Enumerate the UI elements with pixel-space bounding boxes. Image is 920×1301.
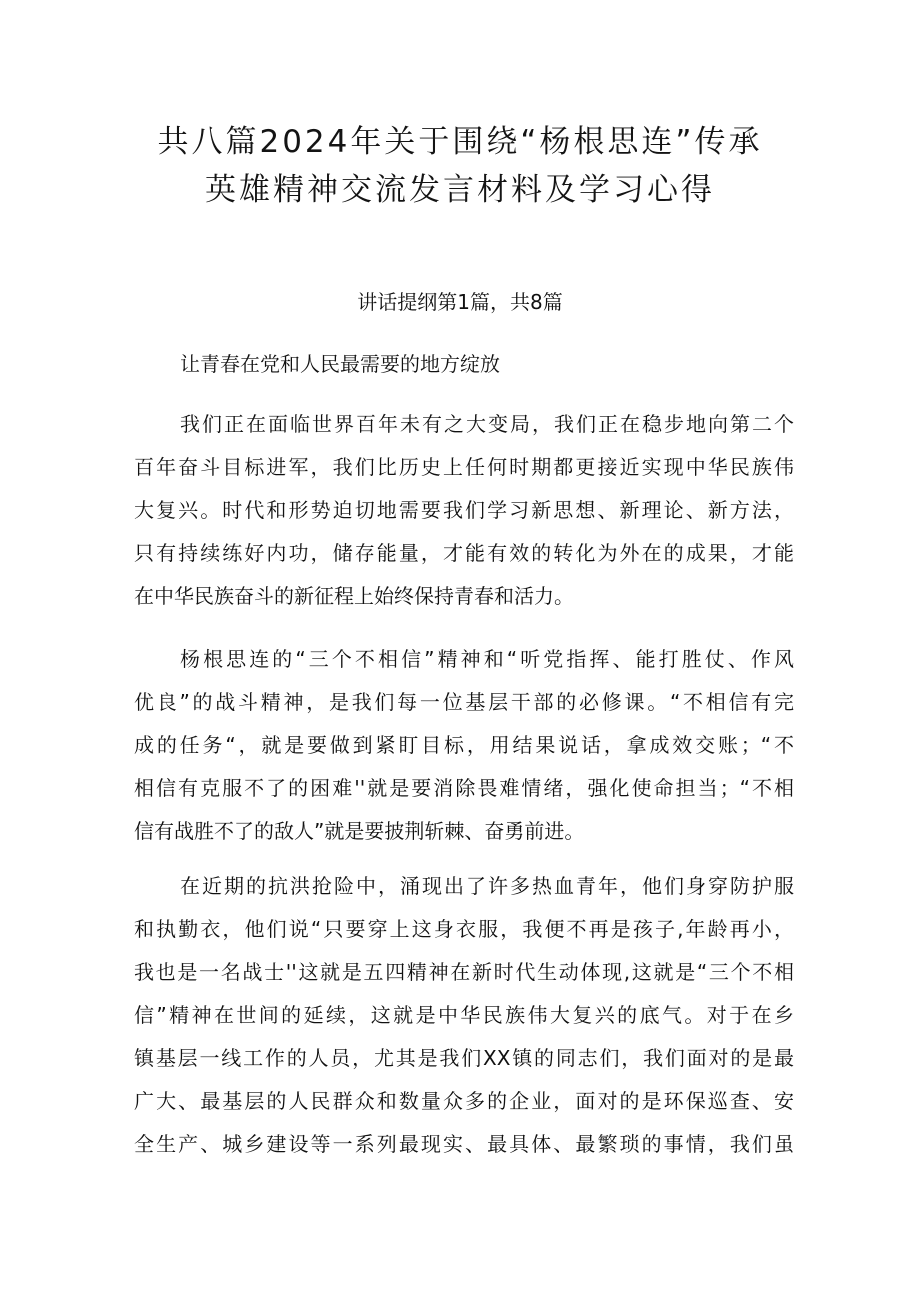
paragraph-line: 全生产、城乡建设等一系列最现实、最具体、最繁琐的事情，我们虽 xyxy=(134,1132,794,1156)
paragraph-line: 成的任务“，就是要做到紧盯目标，用结果说话，拿成效交账；“不 xyxy=(134,733,794,757)
paragraph-2 xyxy=(134,638,794,853)
paragraph-1 xyxy=(134,403,794,618)
paragraph-line: 百年奋斗目标进军，我们比历史上任何时期都更接近实现中华民族伟 xyxy=(134,455,794,479)
paragraph-3 xyxy=(134,865,794,1166)
paragraph-line: 优良”的战斗精神，是我们每一位基层干部的必修课。“不相信有完 xyxy=(134,690,794,714)
paragraph-line: 大复兴。时代和形势迫切地需要我们学习新思想、新理论、新方法， xyxy=(134,498,794,522)
section-heading: 让青春在党和人民最需要的地方绽放 xyxy=(180,352,500,376)
paragraph-line: 相信有克服不了的困难''就是要消除畏难情绪，强化使命担当；“不相 xyxy=(134,776,794,800)
paragraph-line: 信有战胜不了的敌人”就是要披荆斩棘、奋勇前进。 xyxy=(134,819,585,843)
paragraph-line: 在近期的抗洪抢险中，涌现出了许多热血青年，他们身穿防护服 xyxy=(180,874,794,898)
paragraph-line: 杨根思连的“三个不相信”精神和“听党指挥、能打胜仗、作风 xyxy=(180,647,794,671)
section-subtitle: 讲话提纲第1篇，共8篇 xyxy=(357,290,563,314)
paragraph-line: 在中华民族奋斗的新征程上始终保持青春和活力。 xyxy=(134,584,574,608)
document-title-line-2: 英雄精神交流发言材料及学习心得 xyxy=(205,172,715,208)
paragraph-line: 镇基层一线工作的人员，尤其是我们XX镇的同志们，我们面对的是最 xyxy=(134,1046,794,1070)
paragraph-line: 我也是一名战士''这就是五四精神在新时代生动体现,这就是“三个不相 xyxy=(134,960,794,984)
paragraph-line: 和执勤衣，他们说“只要穿上这身衣服，我便不再是孩子,年龄再小， xyxy=(134,917,794,941)
paragraph-line: 信”精神在世间的延续，这就是中华民族伟大复兴的底气。对于在乡 xyxy=(134,1003,794,1027)
paragraph-line: 我们正在面临世界百年未有之大变局，我们正在稳步地向第二个 xyxy=(180,412,794,436)
paragraph-line: 广大、最基层的人民群众和数量众多的企业，面对的是环保巡查、安 xyxy=(134,1089,794,1113)
paragraph-line: 只有持续练好内功，储存能量，才能有效的转化为外在的成果，才能 xyxy=(134,541,794,565)
document-title-line-1: 共八篇2024年关于围绕“杨根思连”传承 xyxy=(157,124,763,160)
